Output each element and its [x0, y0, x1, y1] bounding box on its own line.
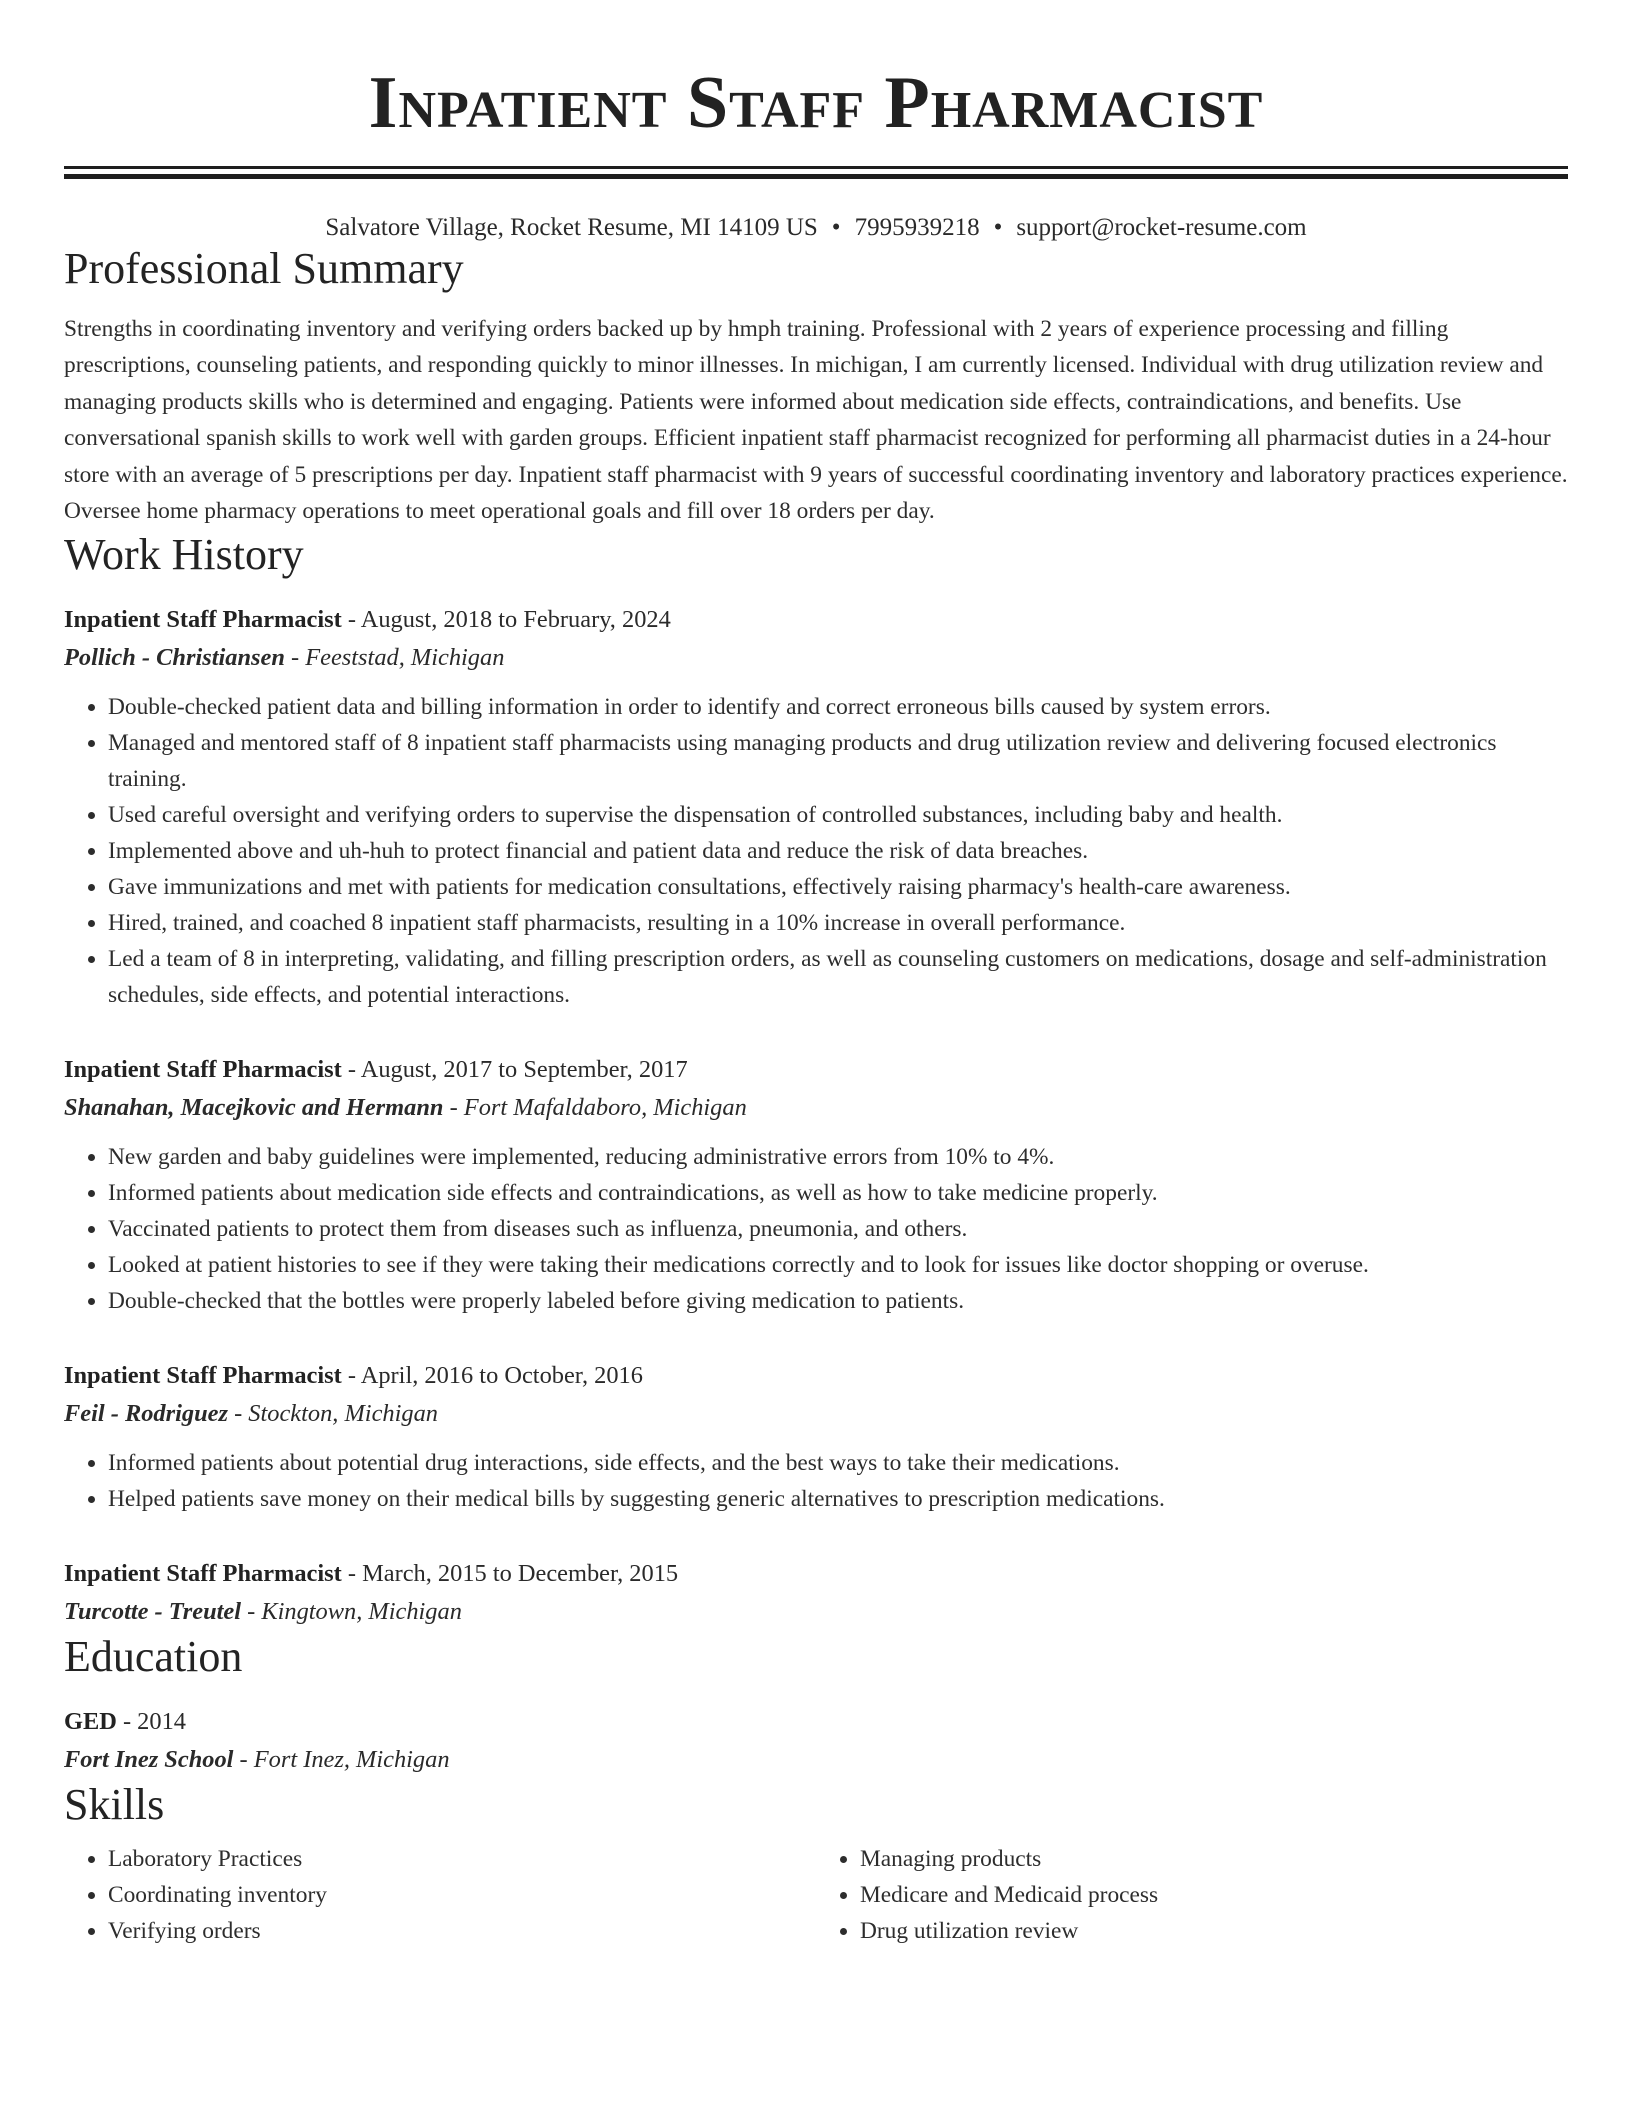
- job-dates: - August, 2017 to September, 2017: [341, 1056, 688, 1084]
- title-divider-thick: [64, 174, 1568, 179]
- job-entry: [64, 1357, 1568, 1517]
- job-entry: [64, 1051, 1568, 1319]
- title-divider-thin: [64, 166, 1568, 169]
- job-bullets: [64, 1445, 1568, 1517]
- job-bullet: • Managed and mentored staff of 8 inpatient staff pharmacists using managing products and drug utilization review and delivering focused electronics training.: [108, 725, 1568, 797]
- education-school-line: [64, 1741, 1568, 1779]
- skill-item: • Drug utilization review: [860, 1913, 1568, 1949]
- job-company: Shanahan, Macejkovic and Hermann: [64, 1094, 444, 1122]
- contact-address: Salvatore Village, Rocket Resume, MI 14109 US: [325, 214, 818, 241]
- job-bullets: [64, 689, 1568, 1013]
- job-location: - Kingtown, Michigan: [241, 1598, 462, 1626]
- job-bullet: • Double-checked that the bottles were properly labeled before giving medication to patients.: [108, 1283, 1568, 1319]
- job-bullet: • New garden and baby guidelines were implemented, reducing administrative errors from 10% to 4%.: [108, 1139, 1568, 1175]
- job-bullets: [64, 1139, 1568, 1319]
- summary-heading: Professional Summary: [64, 244, 464, 293]
- job-company-line: [64, 1395, 1568, 1433]
- skills-grid: [64, 1841, 1568, 1949]
- job-bullet: • Implemented above and uh-huh to protect financial and patient data and reduce the risk of data breaches.: [108, 833, 1568, 869]
- work-history-list: [64, 601, 1568, 1631]
- skill-item: • Managing products: [860, 1841, 1568, 1877]
- job-bullet: • Helped patients save money on their medical bills by suggesting generic alternatives to prescription medications.: [108, 1481, 1568, 1517]
- job-entry: [64, 601, 1568, 1013]
- job-company-line: [64, 1593, 1568, 1631]
- job-dates: - March, 2015 to December, 2015: [341, 1560, 679, 1588]
- contact-line: [64, 213, 1568, 243]
- education-year: - 2014: [116, 1708, 186, 1736]
- job-dates: - August, 2018 to February, 2024: [341, 606, 671, 634]
- education-school: Fort Inez School: [64, 1746, 234, 1774]
- job-company: Pollich - Christiansen: [64, 644, 285, 672]
- job-bullet: • Hired, trained, and coached 8 inpatient staff pharmacists, resulting in a 10% increase in overall performance.: [108, 905, 1568, 941]
- job-title: Inpatient Staff Pharmacist: [64, 1560, 342, 1588]
- skills-column-left: [64, 1841, 816, 1949]
- job-company: Feil - Rodriguez: [64, 1400, 228, 1428]
- skill-item: • Medicare and Medicaid process: [860, 1877, 1568, 1913]
- job-title-line: [64, 1357, 1568, 1395]
- job-title: Inpatient Staff Pharmacist: [64, 1362, 342, 1390]
- job-title-line: [64, 1555, 1568, 1593]
- job-title: Inpatient Staff Pharmacist: [64, 1056, 342, 1084]
- summary-text: Strengths in coordinating inventory and verifying orders backed up by hmph training. Professional with 2 years of experience processing and filling prescriptions, counseling patients, and responding quickly to minor illnesses. In michigan, I am currently licensed. Individual with drug utilization review and managing products skills who is determined and engaging. Patients were informed about medication side effects, contraindications, and benefits. Use conversational spanish skills to work well with garden groups. Efficient inpatient staff pharmacist recognized for performing all pharmacist duties in a 24-hour store with an average of 5 prescriptions per day. Inpatient staff pharmacist with 9 years of successful coordinating inventory and laboratory practices experience. Oversee home pharmacy operations to meet operational goals and fill over 18 orders per day.: [64, 316, 1568, 525]
- job-bullet: • Looked at patient histories to see if they were taking their medications correctly and to look for issues like doctor shopping or overuse.: [108, 1247, 1568, 1283]
- job-title: Inpatient Staff Pharmacist: [64, 606, 342, 634]
- job-bullet: • Double-checked patient data and billing information in order to identify and correct erroneous bills caused by system errors.: [108, 689, 1568, 725]
- education-entry: [64, 1703, 1568, 1779]
- job-title-line: [64, 1051, 1568, 1089]
- contact-separator: •: [993, 214, 1003, 241]
- job-title-line: [64, 601, 1568, 639]
- job-dates: - April, 2016 to October, 2016: [341, 1362, 643, 1390]
- job-company-line: [64, 639, 1568, 677]
- job-company: Turcotte - Treutel: [64, 1598, 242, 1626]
- education-location: - Fort Inez, Michigan: [233, 1746, 450, 1774]
- job-location: - Stockton, Michigan: [227, 1400, 438, 1428]
- skill-item: • Laboratory Practices: [108, 1841, 816, 1877]
- education-degree-line: [64, 1703, 1568, 1741]
- job-location: - Feeststad, Michigan: [284, 644, 505, 672]
- education-degree: GED: [64, 1708, 117, 1736]
- resume-title: Inpatient Staff Pharmacist: [368, 62, 1264, 144]
- job-bullet: • Informed patients about potential drug interactions, side effects, and the best ways to take their medications.: [108, 1445, 1568, 1481]
- job-bullet: • Used careful oversight and verifying orders to supervise the dispensation of controlled substances, including baby and health.: [108, 797, 1568, 833]
- skills-heading: Skills: [64, 1780, 165, 1830]
- job-company-line: [64, 1089, 1568, 1127]
- work-history-heading: Work History: [64, 530, 304, 580]
- contact-email: support@rocket-resume.com: [1016, 214, 1307, 241]
- job-bullet: • Gave immunizations and met with patients for medication consultations, effectively raising pharmacy's health-care awareness.: [108, 869, 1568, 905]
- contact-separator: •: [831, 214, 841, 241]
- job-bullet: • Informed patients about medication side effects and contraindications, as well as how to take medicine properly.: [108, 1175, 1568, 1211]
- skill-item: • Coordinating inventory: [108, 1877, 816, 1913]
- job-entry: [64, 1555, 1568, 1631]
- skill-item: • Verifying orders: [108, 1913, 816, 1949]
- job-location: - Fort Mafaldaboro, Michigan: [443, 1094, 747, 1122]
- job-bullet: • Vaccinated patients to protect them from diseases such as influenza, pneumonia, and others.: [108, 1211, 1568, 1247]
- education-heading: Education: [64, 1632, 243, 1682]
- contact-phone: 7995939218: [854, 214, 980, 241]
- job-bullet: • Led a team of 8 in interpreting, validating, and filling prescription orders, as well as counseling customers on medications, dosage and self-administration schedules, side effects, and potential interactions.: [108, 941, 1568, 1013]
- skills-column-right: [816, 1841, 1568, 1949]
